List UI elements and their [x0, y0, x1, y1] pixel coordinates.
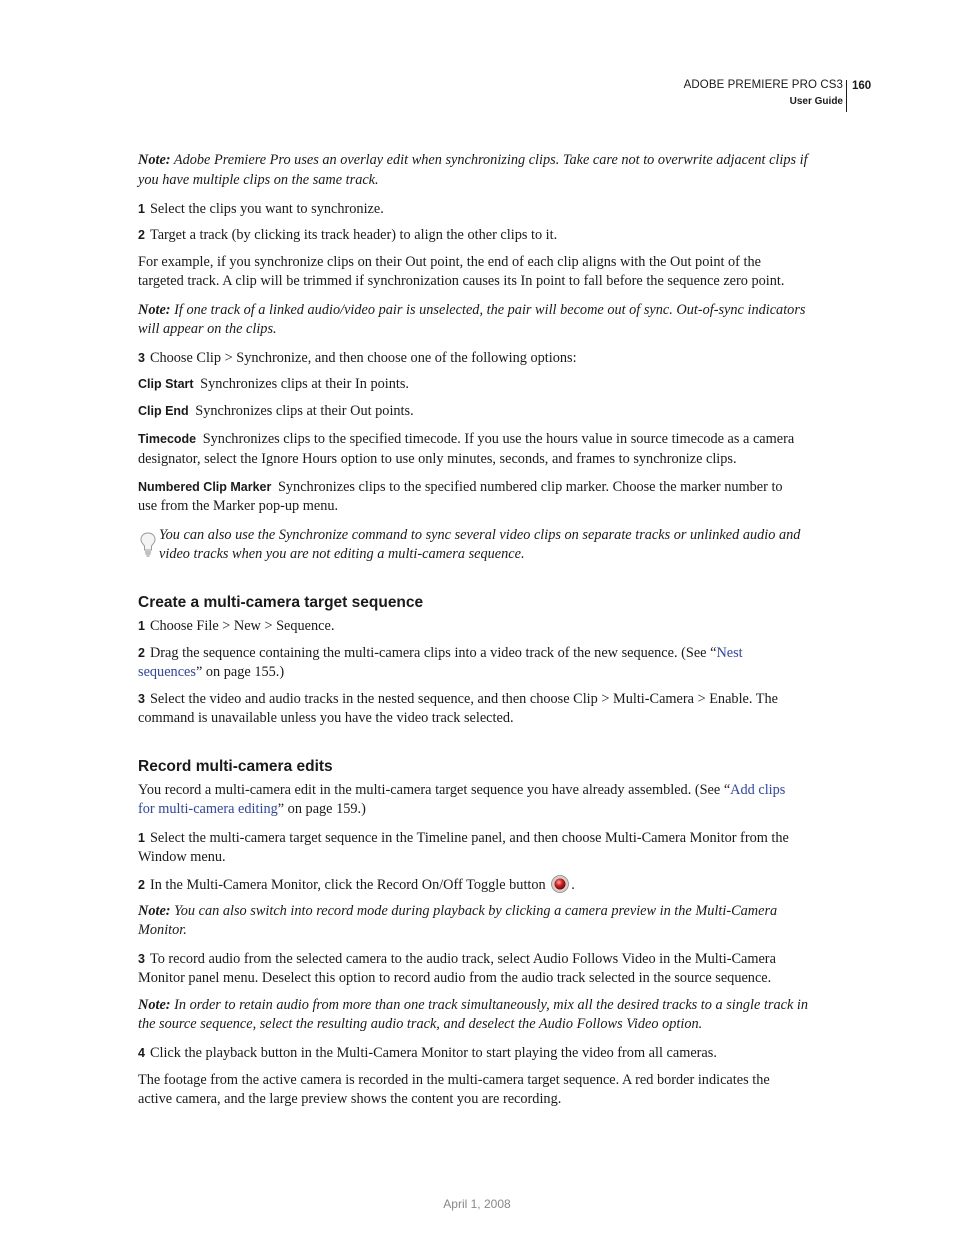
- option-timecode-line-2: designator, select the Ignore Hours option to use only minutes, seconds, and frames to synchronize clips.: [138, 451, 737, 467]
- note-2-line-1: Note: If one track of a linked audio/video pair is unselected, the pair will become out of sync. Out-of-sync indicators: [138, 302, 806, 318]
- record-step-2: 2 In the Multi-Camera Monitor, click the Record On/Off Toggle button .: [138, 877, 575, 893]
- link-add-clips[interactable]: Add clips: [730, 782, 786, 798]
- paragraph-example-line-1: For example, if you synchronize clips on their Out point, the end of each clip aligns with the Out point of the: [138, 254, 761, 270]
- note-1-line-1: Note: Adobe Premiere Pro uses an overlay edit when synchronizing clips. Take care not to overwrite adjacent clips if: [138, 152, 808, 168]
- note-1-line-2: you have multiple clips on the same track.: [138, 172, 379, 188]
- doc-title: ADOBE PREMIERE PRO CS3: [683, 79, 843, 91]
- create-step-2-line-2: sequences” on page 155.): [138, 664, 285, 680]
- option-timecode-line-1: Timecode Synchronizes clips to the specified timecode. If you use the hours value in source timecode as a camera: [138, 431, 795, 447]
- note-4-line-1: Note: In order to retain audio from more than one track simultaneously, mix all the desired tracks to a single track in: [138, 997, 809, 1013]
- option-numbered-line-2: use from the Marker pop-up menu.: [138, 498, 339, 514]
- page-number: 160: [852, 80, 872, 92]
- note-label: Note:: [138, 152, 171, 168]
- option-numbered-line-1: Numbered Clip Marker Synchronizes clips to the specified numbered clip marker. Choose the marker number to: [138, 479, 783, 495]
- note-4-line-2: the source sequence, select the resulting audio track, and deselect the Audio Follows Video option.: [138, 1016, 703, 1032]
- record-intro-line-2: for multi-camera editing” on page 159.): [138, 801, 366, 817]
- note-3-line-1: Note: You can also switch into record mode during playback by clicking a camera preview in the Multi-Camera: [138, 903, 778, 919]
- option-clip-end: Clip End Synchronizes clips at their Out points.: [138, 403, 414, 419]
- tip-line-1: You can also use the Synchronize command to sync several video clips on separate tracks or unlinked audio and: [159, 527, 801, 543]
- record-step-1-line-1: 1 Select the multi-camera target sequence in the Timeline panel, and then choose Multi-Camera Monitor from the: [138, 830, 789, 846]
- record-step-1-line-2: Window menu.: [138, 849, 226, 865]
- note-label: Note:: [138, 997, 171, 1013]
- step-sync-2: 2 Target a track (by clicking its track header) to align the other clips to it.: [138, 227, 558, 243]
- create-step-3-line-2: command is unavailable unless you have the video track selected.: [138, 710, 514, 726]
- record-step-4: 4 Click the playback button in the Multi-Camera Monitor to start playing the video from all cameras.: [138, 1045, 717, 1061]
- tip-line-2: video tracks when you are not editing a multi-camera sequence.: [159, 546, 525, 562]
- create-step-1: 1 Choose File > New > Sequence.: [138, 618, 335, 634]
- note-label: Note:: [138, 903, 171, 919]
- link-add-clips[interactable]: for multi-camera editing: [138, 801, 278, 817]
- closing-line-1: The footage from the active camera is recorded in the multi-camera target sequence. A red border indicates the: [138, 1072, 770, 1088]
- record-button-icon: [551, 875, 569, 893]
- header-divider: [846, 80, 847, 112]
- record-step-3-line-2: Monitor panel menu. Deselect this option to record audio from the audio track selected in the source sequence.: [138, 970, 772, 986]
- record-step-3-line-1: 3 To record audio from the selected camera to the audio track, select Audio Follows Video in the Multi-Camera: [138, 951, 776, 967]
- link-nest-sequences[interactable]: Nest: [716, 645, 743, 661]
- section-heading-record: Record multi-camera edits: [138, 758, 333, 775]
- paragraph-example-line-2: targeted track. A clip will be trimmed if synchronization causes its In point to fall before the sequence zero point.: [138, 273, 785, 289]
- note-3-line-2: Monitor.: [138, 922, 187, 938]
- step-sync-1: 1 Select the clips you want to synchronize.: [138, 201, 384, 217]
- footer-date: April 1, 2008: [443, 1197, 511, 1211]
- closing-line-2: active camera, and the large preview shows the content you are recording.: [138, 1091, 562, 1107]
- section-heading-create: Create a multi-camera target sequence: [138, 594, 424, 611]
- record-intro-line-1: You record a multi-camera edit in the multi-camera target sequence you have already assembled. (See “Add clips: [138, 782, 786, 798]
- option-clip-start: Clip Start Synchronizes clips at their In points.: [138, 376, 409, 392]
- doc-subtitle: User Guide: [789, 96, 843, 107]
- step-sync-3: 3 Choose Clip > Synchronize, and then choose one of the following options:: [138, 350, 577, 366]
- link-nest-sequences[interactable]: sequences: [138, 664, 196, 680]
- create-step-2-line-1: 2 Drag the sequence containing the multi-camera clips into a video track of the new sequence. (See “Nest: [138, 645, 743, 661]
- note-label: Note:: [138, 302, 171, 318]
- lightbulb-icon: [139, 531, 157, 559]
- note-2-line-2: will appear on the clips.: [138, 321, 277, 337]
- create-step-3-line-1: 3 Select the video and audio tracks in the nested sequence, and then choose Clip > Multi-Camera > Enable. The: [138, 691, 779, 707]
